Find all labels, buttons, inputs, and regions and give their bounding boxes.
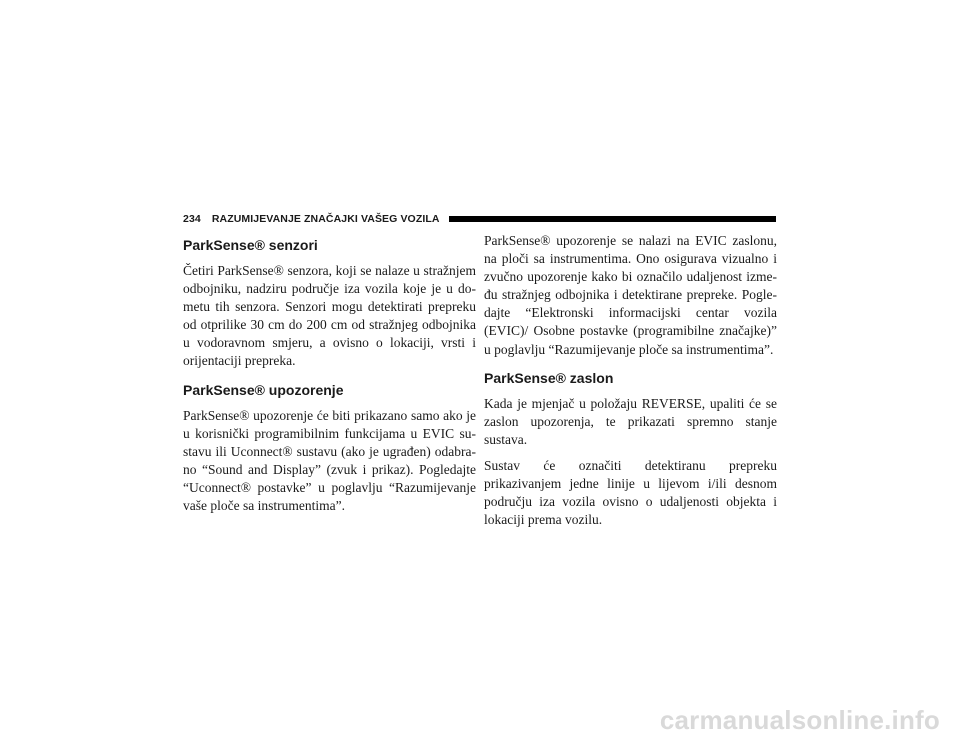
site-watermark: carmanualsonline.info <box>659 705 940 735</box>
display-heading: ParkSense® zaslon <box>484 369 614 386</box>
left-column <box>183 232 476 515</box>
sensors-paragraph: Četiri ParkSense® senzora, koji se nalaze u stražnjem odbojniku, nadziru područje iza vozila koje je u dometu tih senzora. Senzori mogu detektirati prepreku od otprilike 30 cm do 200 cm od stražnjeg odbojnika u vodoravnom smjeru, a ovisno o lokaciji, vrsti i orijentaciji prepreka. <box>183 263 476 369</box>
page-header <box>183 212 776 226</box>
page-number: 234 <box>183 213 201 225</box>
display-paragraph-2: Sustav će označiti detektiranu prepreku prikazivanjem jedne linije u lijevom i/ili desnom području iza vozila ovisno o udaljenosti objekta i lokaciji prema vozilu. <box>484 457 777 528</box>
sensors-heading: ParkSense® senzori <box>183 237 318 253</box>
display-paragraph-1: Kada je mjenjač u položaju REVERSE, upaliti će se zaslon upozorenja, te prikazati spremno stanje sustava. <box>484 395 777 447</box>
evic-paragraph: ParkSense® upozorenje se nalazi na EVIC zaslonu, na ploči sa instrumentima. Ono osigurava vizualno i zvučno upozorenje kako bi označilo udaljenost između stražnjeg odbojnika i detektirane prepreke. Pogledajte “Elektronski informacijski centar vozila (EVIC)/ Osobne postavke (programibilne značajke)” u poglavlju “Razumijevanje ploče sa instrumentima”. <box>484 233 777 357</box>
warning-paragraph: ParkSense® upozorenje će biti prikazano samo ako je u korisnički programibilnim funkcijama u EVIC sustavu ili Uconnect® sustavu (ako je ugrađen) odabrano “Sound and Display” (zvuk i prikaz). Pogledajte “Uconnect® postavke” u poglavlju “Razumijevanje vaše ploče sa instrumentima”. <box>183 407 476 514</box>
right-column <box>484 232 777 529</box>
chapter-title: RAZUMIJEVANJE ZNAČAJKI VAŠEG VOZILA <box>211 213 440 225</box>
warning-heading: ParkSense® upozorenje <box>183 381 344 398</box>
header-rule <box>449 216 776 222</box>
